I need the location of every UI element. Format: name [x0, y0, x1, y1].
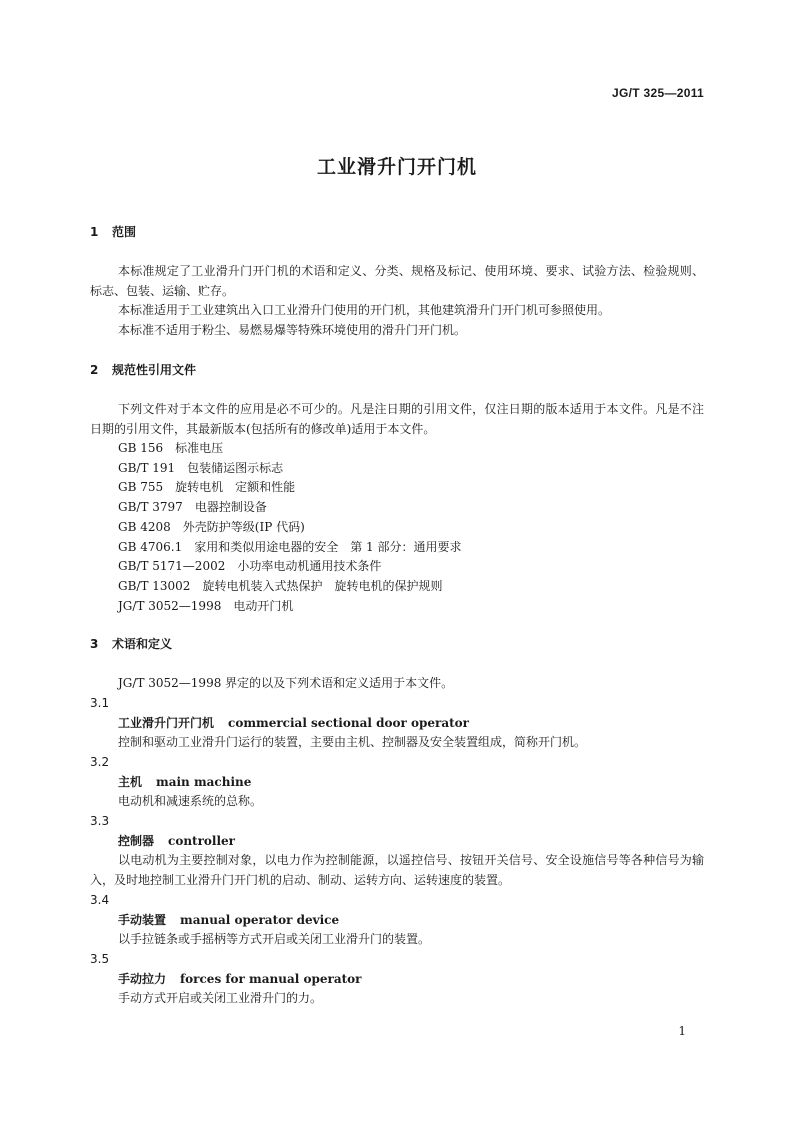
term-chinese: 控制器 — [118, 833, 155, 848]
term-chinese: 工业滑升门开门机 — [118, 715, 215, 730]
document-title: 工业滑升门开门机 — [316, 156, 477, 178]
reference-item: GB 156 标准电压 — [118, 441, 224, 455]
section-number: 2 — [90, 363, 99, 377]
reference-item: GB 755 旋转电机 定额和性能 — [118, 480, 296, 495]
reference-item: GB 4208 外壳防护等级(IP 代码) — [118, 519, 305, 534]
term-definition: 以手拉链条或手摇柄等方式开启或关闭工业滑升门的装置。 — [118, 932, 431, 947]
section-title: 规范性引用文件 — [112, 363, 197, 377]
term-english: commercial sectional door operator — [228, 715, 469, 730]
section-heading-normative-references — [90, 360, 704, 380]
section-title: 术语和定义 — [112, 637, 173, 652]
scope-paragraph: 本标准规定了工业滑升门开门机的术语和定义、分类、规格及标记、使用环境、要求、试验方法、检验规则、标志、包装、运输、贮存。 — [90, 264, 704, 298]
reference-item: GB/T 13002 旋转电机装入式热保护 旋转电机的保护规则 — [118, 578, 443, 593]
term-heading — [90, 970, 704, 990]
term-definition: 控制和驱动工业滑升门运行的装置，主要由主机、控制器及安全装置组成，简称开门机。 — [118, 735, 587, 750]
section-title: 范围 — [112, 225, 137, 239]
scope-paragraph: 本标准不适用于粉尘、易燃易爆等特殊环境使用的滑升门开门机。 — [118, 322, 467, 337]
term-definition: 手动方式开启或关闭工业滑升门的力。 — [118, 991, 323, 1006]
term-chinese: 手动装置 — [118, 912, 167, 927]
scope-paragraph: 本标准适用于工业建筑出入口工业滑升门使用的开门机，其他建筑滑升门开门机可参照使用。 — [118, 303, 611, 317]
section-number: 3 — [90, 637, 99, 652]
references-intro: 下列文件对于本文件的应用是必不可少的。凡是注日期的引用文件，仅注日期的版本适用于本文件。凡是不注日期的引用文件，其最新版本(包括所有的修改单)适用于本文件。 — [90, 402, 704, 436]
term-number: 3.3 — [90, 814, 110, 829]
term-chinese: 主机 — [118, 774, 143, 789]
page-number: 1 — [678, 1024, 686, 1038]
term-number: 3.1 — [90, 695, 110, 710]
term-definition: 电动机和减速系统的总称。 — [118, 794, 263, 809]
term-english: main machine — [156, 774, 252, 789]
document-body — [90, 222, 704, 1009]
term-heading — [90, 911, 704, 931]
reference-item: JG/T 3052—1998 电动开门机 — [118, 598, 294, 613]
term-definition: 以电动机为主要控制对象，以电力作为控制能源，以遥控信号、按钮开关信号、安全设施信号等各种信号为输入，及时地控制工业滑升门开门机的启动、制动、运转方向、运转速度的装置。 — [90, 853, 704, 888]
reference-item: GB 4706.1 家用和类似用途电器的安全 第 1 部分：通用要求 — [118, 539, 462, 554]
section-number: 1 — [90, 225, 99, 239]
reference-item: GB/T 3797 电器控制设备 — [118, 500, 267, 515]
term-heading — [90, 773, 704, 793]
reference-item: GB/T 191 包装储运图示标志 — [118, 460, 284, 475]
standard-code: JG/T 325—2011 — [612, 86, 704, 100]
term-english: manual operator device — [180, 912, 340, 927]
terms-intro: JG/T 3052—1998 界定的以及下列术语和定义适用于本文件。 — [118, 676, 454, 691]
term-number: 3.2 — [90, 754, 110, 769]
term-chinese: 手动拉力 — [118, 971, 167, 986]
reference-item: GB/T 5171—2002 小功率电动机通用技术条件 — [118, 559, 382, 574]
term-number: 3.5 — [90, 951, 110, 966]
term-heading — [90, 714, 704, 734]
term-number: 3.4 — [90, 892, 110, 907]
term-heading — [90, 832, 704, 852]
term-english: controller — [168, 833, 235, 848]
section-heading-scope — [90, 222, 704, 242]
term-english: forces for manual operator — [180, 971, 362, 986]
section-heading-terms-and-definitions — [90, 634, 704, 654]
